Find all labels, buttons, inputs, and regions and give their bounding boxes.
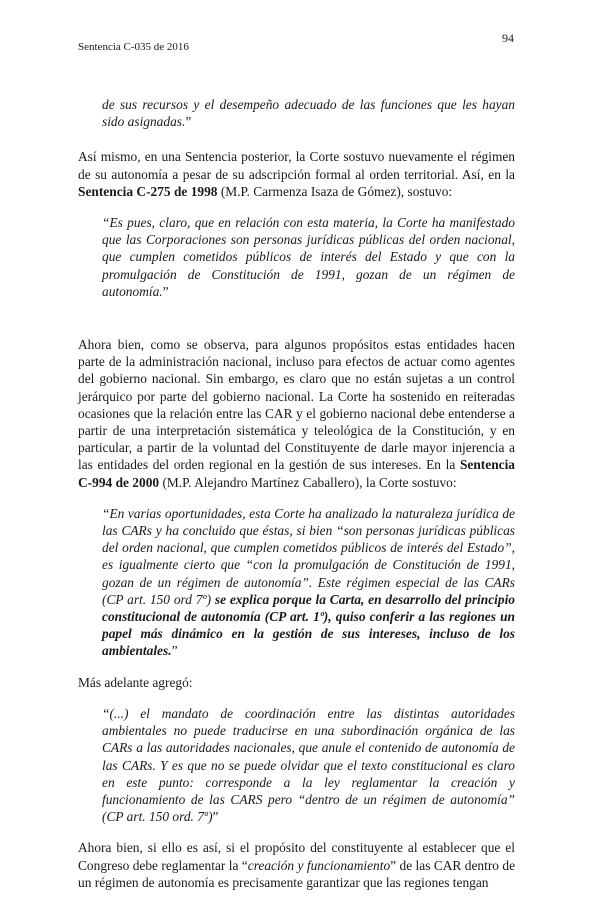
italic-phrase: creación y funcionamiento [247,857,391,873]
quote-text: “En varias oportunidades, esta Corte ha analizado la naturaleza jurídica de las CARs y ha concluido que éstas, si bien “son personas jurídicas públicas del orden nacional, que cumplen cometidos públicos de interés del Estado”, es igualmente cierto que “con la promulgación de Constitución de 1991, gozan de un régimen de autonomía”. Este régimen especial de las CARs (CP art. 150 ord 7º) [102,505,515,607]
quote-text: “Es pues, claro, que en relación con esta materia, la Corte ha manifestado que las Corporaciones son personas jurídicas públicas del orden nacional, que cumplen cometidos públicos de interés del Estado y que con la promulgación de Constitución de 1991, gozan de un régimen de autonomía. [102,215,515,299]
paragraph [78,839,515,891]
case-reference: Sentencia C-994 de 2000 [78,457,515,490]
paragraph [78,336,515,491]
quote-text: “(...) el mandato de coordinación entre las distintas autoridades ambientales no puede traducirse en una subordinación orgánica de las CARs a las autoridades nacionales, que anule el contenido de autonomía de las CARs. Y es que no se puede olvidar que el texto constitucional es claro en este punto: corresponde a la ley reglamentar la creación y funcionamiento de las CARS pero “dentro de un régimen de autonomía” (CP art. 150 ord. 7º) [102,705,515,825]
block-quote [102,214,515,300]
document-body [78,96,515,905]
quote-close-mark: ” [185,114,192,130]
paragraph: Más adelante agregó: [78,674,193,690]
quote-emphasis: se explica porque la Carta, en desarrollo del principio constitucional de autonomía (CP art. 1º), quiso conferir a las regiones un papel más dinámico en la gestión de sus intereses, incluso de los ambientales. [102,591,516,659]
quote-close-mark: ” [212,809,219,825]
block-quote-continuation [102,96,515,130]
quote-close-mark: ” [162,283,169,299]
paragraph-text: Así mismo, en una Sentencia posterior, la Corte sostuvo nuevamente el régimen de su autonomía a pesar de su adscripción formal al orden territorial. Así, en la [78,149,515,182]
running-header: Sentencia C-035 de 2016 [78,41,189,53]
block-quote [102,505,515,660]
quote-text: de sus recursos y el desempeño adecuado de las funciones que les hayan sido asignadas. [102,97,515,130]
block-quote [102,705,515,825]
quote-close-mark: ” [171,643,178,659]
case-reference: Sentencia C-275 de 1998 [78,183,218,199]
paragraph [78,148,515,200]
paragraph-text: Ahora bien, si ello es así, si el propósito del constituyente al establecer que el Congreso debe reglamentar la “ [78,840,515,873]
page-number: 94 [502,31,514,45]
paragraph-text: (M.P. Carmenza Isaza de Gómez), sostuvo: [217,183,453,199]
paragraph-text: (M.P. Alejandro Martínez Caballero), la Corte sostuvo: [159,474,457,490]
paragraph-text: Ahora bien, como se observa, para algunos propósitos estas entidades hacen parte de la administración nacional, incluso para efectos de actuar como agentes del gobierno nacional. Sin embargo, es claro que no están sujetas a un control jerárquico por parte del gobierno nacional. La Corte ha sostenido en reiteradas ocasiones que la relación entre las CAR y el gobierno nacional debe entenderse a partir de una interpretación sistemática y teleológica de la Constitución, y en particular, a partir de la voluntad del Constituyente de darle mayor injerencia a las entidades del orden regional en la gestión de sus intereses. En la [78,337,515,473]
paragraph-text: ” de las CAR dentro de un régimen de autonomía es precisamente garantizar que las regiones tengan [78,857,516,890]
